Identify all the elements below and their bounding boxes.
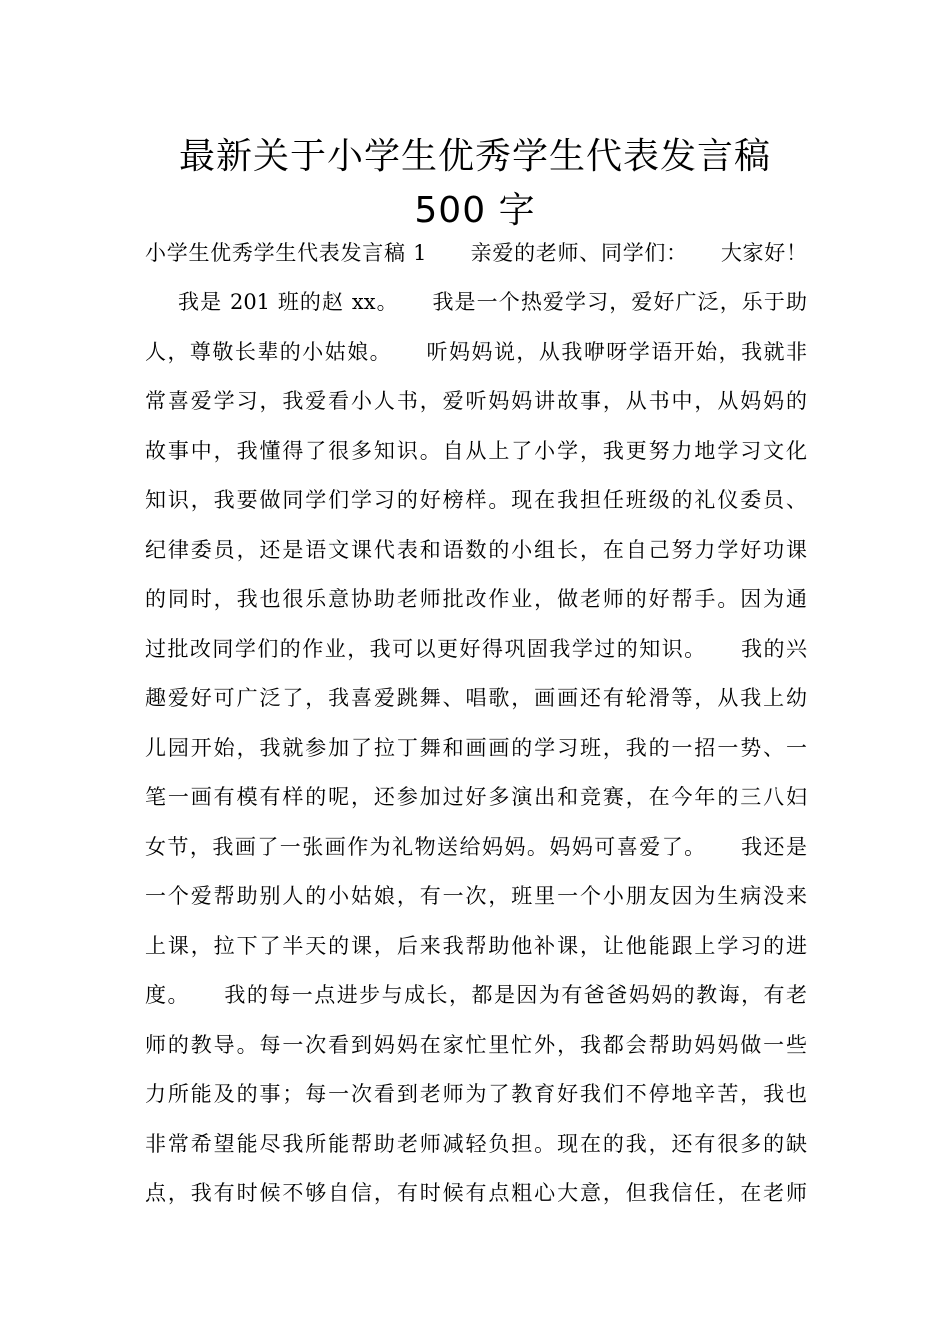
body-line-7: 纪律委员，还是语文课代表和语数的小组长，在自己努力学好功课 xyxy=(145,538,807,562)
body-line-9: 过批改同学们的作业，我可以更好得巩固我学过的知识。 我的兴 xyxy=(145,637,807,661)
body-line-5: 故事中，我懂得了很多知识。自从上了小学，我更努力地学习文化 xyxy=(145,439,807,463)
body-line-2: 我是 201 班的赵 xx。 我是一个热爱学习，爱好广泛，乐于助 xyxy=(178,290,807,314)
body-line-19: 非常希望能尽我所能帮助老师减轻负担。现在的我，还有很多的缺 xyxy=(145,1132,807,1156)
body-line-13: 女节，我画了一张画作为礼物送给妈妈。妈妈可喜爱了。 我还是 xyxy=(145,835,807,859)
body-line-6: 知识，我要做同学们学习的好榜样。现在我担任班级的礼仪委员、 xyxy=(145,488,807,512)
body-line-8: 的同时，我也很乐意协助老师批改作业，做老师的好帮手。因为通 xyxy=(145,587,807,611)
body-line-3: 人，尊敬长辈的小姑娘。 听妈妈说，从我咿呀学语开始，我就非 xyxy=(145,340,807,364)
body-line-11: 儿园开始，我就参加了拉丁舞和画画的学习班，我的一招一势、一 xyxy=(145,736,807,760)
body-line-20: 点，我有时候不够自信，有时候有点粗心大意，但我信任，在老师 xyxy=(145,1181,807,1205)
document-title-line-2: 500 字 xyxy=(414,190,536,231)
body-line-15: 上课，拉下了半天的课，后来我帮助他补课，让他能跟上学习的进 xyxy=(145,934,807,958)
body-line-14: 一个爱帮助别人的小姑娘，有一次，班里一个小朋友因为生病没来 xyxy=(145,884,807,908)
body-line-16: 度。 我的每一点进步与成长，都是因为有爸爸妈妈的教诲，有老 xyxy=(145,983,807,1007)
body-line-4: 常喜爱学习，我爱看小人书，爱听妈妈讲故事，从书中，从妈妈的 xyxy=(145,389,807,413)
body-line-17: 师的教导。每一次看到妈妈在家忙里忙外，我都会帮助妈妈做一些 xyxy=(145,1033,807,1057)
document-title-line-1: 最新关于小学生优秀学生代表发言稿 xyxy=(178,136,771,177)
body-line-1: 小学生优秀学生代表发言稿 1 亲爱的老师、同学们： 大家好！ xyxy=(145,241,807,265)
body-line-18: 力所能及的事；每一次看到老师为了教育好我们不停地辛苦，我也 xyxy=(145,1082,807,1106)
body-line-12: 笔一画有模有样的呢，还参加过好多演出和竞赛，在今年的三八妇 xyxy=(145,785,807,809)
body-line-10: 趣爱好可广泛了，我喜爱跳舞、唱歌，画画还有轮滑等，从我上幼 xyxy=(145,686,807,710)
